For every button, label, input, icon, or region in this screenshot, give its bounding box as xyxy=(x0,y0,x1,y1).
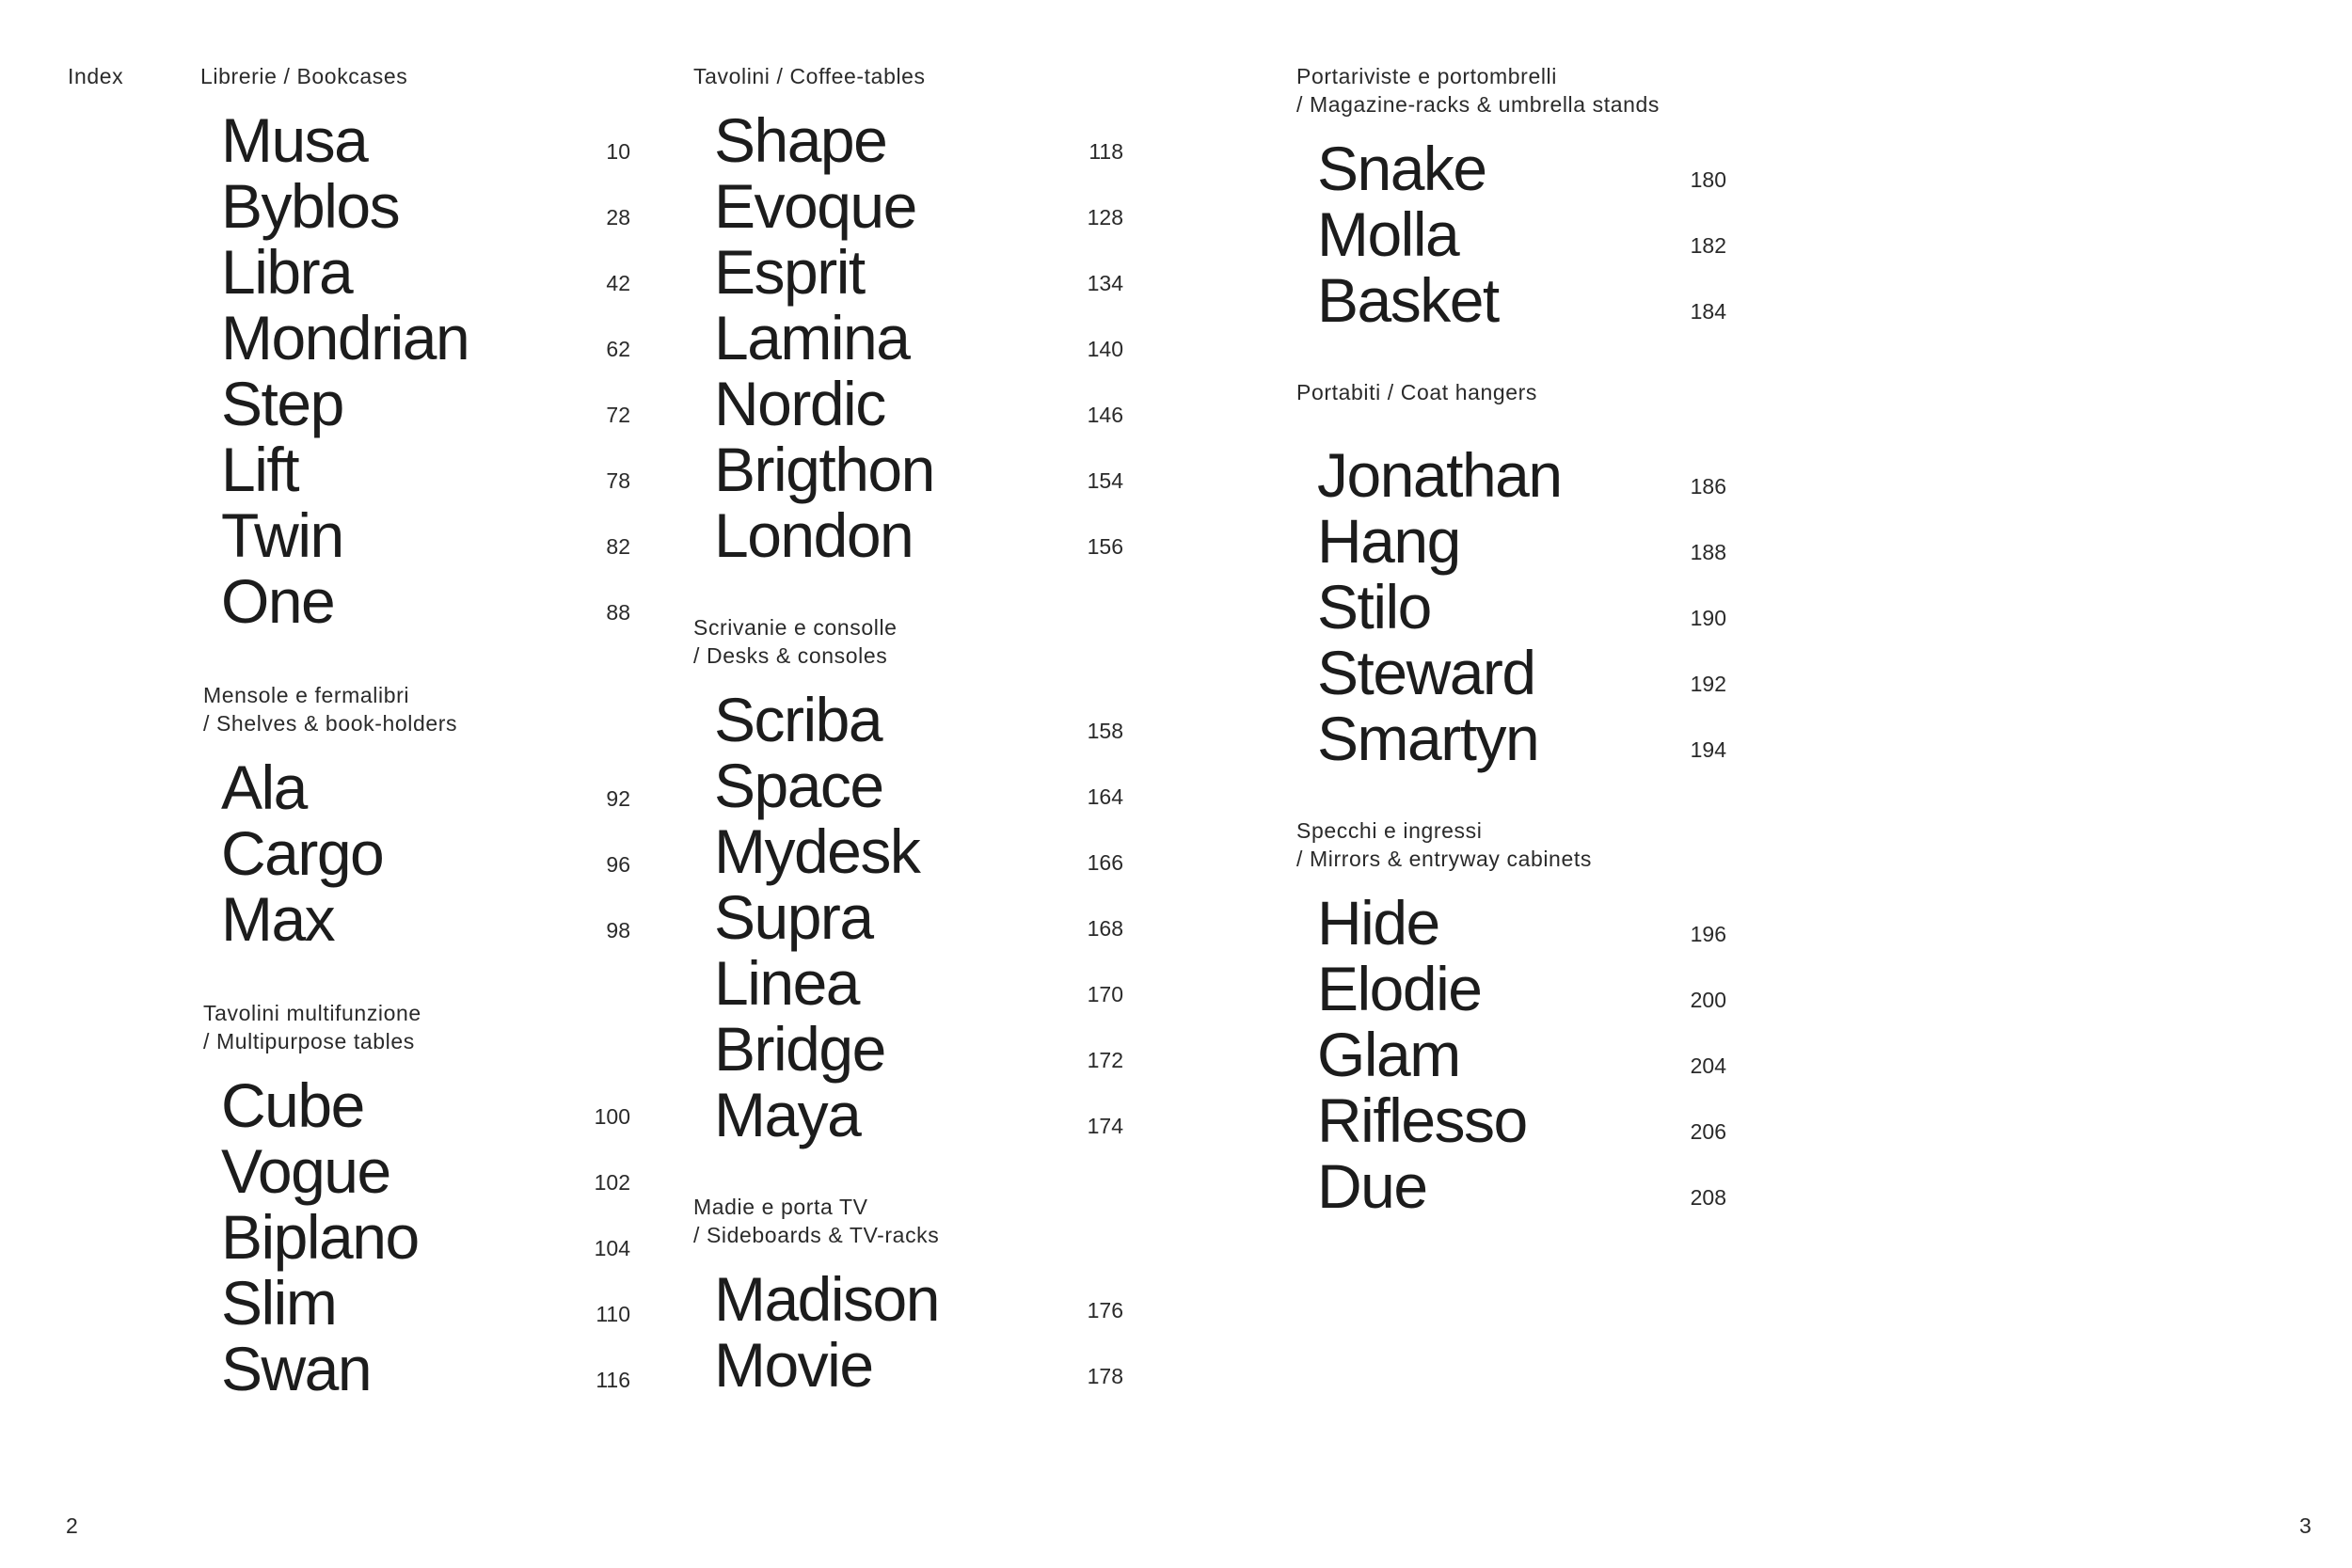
product-name: Step xyxy=(221,369,343,438)
page-ref: 134 xyxy=(1087,271,1123,295)
page-ref: 178 xyxy=(1087,1364,1123,1388)
product-name: Evoque xyxy=(714,171,916,241)
page-ref: 118 xyxy=(1089,139,1123,164)
page-ref: 92 xyxy=(606,786,630,811)
product-name: One xyxy=(221,566,335,636)
index-column-1 xyxy=(200,62,630,1403)
product-name: Musa xyxy=(221,105,368,175)
index-entry[interactable] xyxy=(693,1014,1123,1084)
index-entry[interactable] xyxy=(693,435,1123,504)
section-magazine-racks xyxy=(1296,62,1726,335)
page-ref: 116 xyxy=(596,1368,630,1392)
product-name: Byblos xyxy=(221,171,400,241)
category-title xyxy=(693,62,1123,90)
index-entry[interactable] xyxy=(200,500,630,570)
category-title xyxy=(693,613,1123,670)
category-title-line: / Magazine-racks & umbrella stands xyxy=(1296,92,1660,117)
index-entry[interactable] xyxy=(1296,440,1726,510)
index-entry[interactable] xyxy=(693,303,1123,372)
category-title-line: / Desks & consoles xyxy=(693,643,888,668)
index-entry[interactable] xyxy=(200,369,630,438)
index-entry[interactable] xyxy=(693,171,1123,241)
category-title-line: / Multipurpose tables xyxy=(203,1029,415,1053)
index-entry[interactable] xyxy=(1296,704,1726,773)
index-column-3 xyxy=(1296,62,1726,1221)
product-name: Nordic xyxy=(714,369,885,438)
product-name: Maya xyxy=(714,1080,861,1149)
product-name: Steward xyxy=(1317,638,1535,707)
page-ref: 182 xyxy=(1690,233,1726,258)
index-entry[interactable] xyxy=(200,171,630,241)
page-ref: 88 xyxy=(606,600,630,625)
category-title xyxy=(203,681,630,737)
product-name: Shape xyxy=(714,105,887,175)
index-entry[interactable] xyxy=(200,1268,630,1338)
index-entry[interactable] xyxy=(693,816,1123,886)
page-number-left: 2 xyxy=(66,1513,79,1538)
page-ref: 128 xyxy=(1087,205,1123,230)
page-ref: 168 xyxy=(1087,916,1123,941)
page-ref: 72 xyxy=(606,403,630,427)
product-name: Basket xyxy=(1317,265,1499,335)
index-entry[interactable] xyxy=(693,500,1123,570)
index-entry[interactable] xyxy=(693,1080,1123,1149)
category-title-line: Portabiti / Coat hangers xyxy=(1296,380,1538,404)
entry-list xyxy=(200,105,630,636)
product-name: Cargo xyxy=(221,818,384,888)
index-entry[interactable] xyxy=(1296,265,1726,335)
index-entry[interactable] xyxy=(200,884,630,954)
entry-list xyxy=(693,685,1123,1149)
category-title xyxy=(693,1193,1123,1249)
page-ref: 62 xyxy=(606,337,630,361)
page-ref: 190 xyxy=(1690,606,1726,630)
product-name: Jonathan xyxy=(1317,440,1562,510)
section-mirrors xyxy=(1296,816,1726,1221)
index-entry[interactable] xyxy=(200,818,630,888)
category-title-line: Portariviste e portombrelli xyxy=(1296,64,1557,88)
index-entry[interactable] xyxy=(693,1330,1123,1400)
category-title-line: Tavolini multifunzione xyxy=(203,1001,421,1025)
product-name: Swan xyxy=(221,1334,372,1403)
page-ref: 186 xyxy=(1690,474,1726,499)
page-ref: 78 xyxy=(606,468,630,493)
category-title-line: / Mirrors & entryway cabinets xyxy=(1296,847,1592,871)
index-entry[interactable] xyxy=(200,1202,630,1272)
index-entry[interactable] xyxy=(693,1264,1123,1334)
index-entry[interactable] xyxy=(1296,888,1726,958)
index-entry[interactable] xyxy=(200,303,630,372)
product-name: Vogue xyxy=(221,1136,390,1206)
page-ref: 204 xyxy=(1690,1053,1726,1078)
category-title xyxy=(1296,816,1726,873)
index-column-2 xyxy=(693,62,1123,1400)
product-name: Brigthon xyxy=(714,435,934,504)
page-ref: 206 xyxy=(1690,1119,1726,1144)
index-entry[interactable] xyxy=(200,752,630,822)
page-ref: 82 xyxy=(606,534,630,559)
index-entry[interactable] xyxy=(200,435,630,504)
page-ref: 100 xyxy=(594,1104,630,1129)
page-ref: 208 xyxy=(1690,1185,1726,1210)
index-entry[interactable] xyxy=(200,105,630,175)
page-ref: 10 xyxy=(606,139,630,164)
page-ref: 194 xyxy=(1690,737,1726,762)
page-ref: 104 xyxy=(594,1236,630,1260)
page-ref: 196 xyxy=(1690,922,1726,946)
index-entry[interactable] xyxy=(1296,572,1726,641)
page-ref: 176 xyxy=(1087,1298,1123,1323)
category-title-line: Tavolini / Coffee-tables xyxy=(693,64,926,88)
product-name: Stilo xyxy=(1317,572,1431,641)
page-ref: 200 xyxy=(1690,988,1726,1012)
product-name: Movie xyxy=(714,1330,873,1400)
entry-list xyxy=(1296,888,1726,1221)
product-name: Libra xyxy=(221,237,353,307)
category-title xyxy=(1296,62,1726,119)
category-title-line: Scrivanie e consolle xyxy=(693,615,898,640)
category-title xyxy=(203,999,630,1055)
product-name: Twin xyxy=(221,500,343,570)
category-title xyxy=(1296,378,1726,406)
category-title-line: / Shelves & book-holders xyxy=(203,711,458,736)
category-title-line: Librerie / Bookcases xyxy=(200,64,408,88)
page-number-right: 3 xyxy=(2299,1513,2312,1538)
page-ref: 98 xyxy=(606,918,630,942)
page-ref: 158 xyxy=(1087,719,1123,743)
index-heading: Index xyxy=(68,64,124,88)
index-entry[interactable] xyxy=(200,566,630,636)
category-title-line: Specchi e ingressi xyxy=(1296,818,1483,843)
index-entry[interactable] xyxy=(1296,1085,1726,1155)
page-ref: 188 xyxy=(1690,540,1726,564)
index-entry[interactable] xyxy=(1296,1020,1726,1089)
index-entry[interactable] xyxy=(200,1070,630,1140)
product-name: Hang xyxy=(1317,506,1460,576)
product-name: Lamina xyxy=(714,303,910,372)
product-name: Slim xyxy=(221,1268,337,1338)
product-name: Ala xyxy=(221,752,307,822)
product-name: Snake xyxy=(1317,134,1486,203)
entry-list xyxy=(200,752,630,954)
index-entry[interactable] xyxy=(200,1136,630,1206)
category-title xyxy=(200,62,630,90)
page-ref: 28 xyxy=(606,205,630,230)
index-entry[interactable] xyxy=(1296,134,1726,203)
page-ref: 184 xyxy=(1690,299,1726,324)
page-ref: 154 xyxy=(1087,468,1123,493)
index-entry[interactable] xyxy=(693,237,1123,307)
index-entry[interactable] xyxy=(200,237,630,307)
page-ref: 174 xyxy=(1087,1114,1123,1138)
index-entry[interactable] xyxy=(693,369,1123,438)
product-name: Mondrian xyxy=(221,303,469,372)
page-ref: 146 xyxy=(1087,403,1123,427)
product-name: Lift xyxy=(221,435,299,504)
section-desks xyxy=(693,613,1123,1149)
product-name: Riflesso xyxy=(1317,1085,1527,1155)
entry-list xyxy=(1296,134,1726,335)
category-title-line: Mensole e fermalibri xyxy=(203,683,410,707)
page-ref: 42 xyxy=(606,271,630,295)
page-ref: 172 xyxy=(1087,1048,1123,1072)
page-ref: 156 xyxy=(1087,534,1123,559)
section-shelves xyxy=(200,681,630,954)
index-entry[interactable] xyxy=(693,105,1123,175)
section-multipurpose-tables xyxy=(200,999,630,1403)
index-entry[interactable] xyxy=(693,948,1123,1018)
product-name: Biplano xyxy=(221,1202,419,1272)
product-name: Mydesk xyxy=(714,816,920,886)
product-name: Smartyn xyxy=(1317,704,1539,773)
product-name: Max xyxy=(221,884,335,954)
product-name: Glam xyxy=(1317,1020,1460,1089)
section-bookcases xyxy=(200,62,630,636)
page-ref: 192 xyxy=(1690,672,1726,696)
index-entry[interactable] xyxy=(1296,506,1726,576)
index-entry[interactable] xyxy=(200,1334,630,1403)
category-title-line: Madie e porta TV xyxy=(693,1195,868,1219)
product-name: Supra xyxy=(714,882,873,952)
product-name: Hide xyxy=(1317,888,1439,958)
product-name: Linea xyxy=(714,948,859,1018)
section-coffee-tables xyxy=(693,62,1123,570)
page-ref: 164 xyxy=(1087,784,1123,809)
index-entry[interactable] xyxy=(1296,638,1726,707)
index-entry[interactable] xyxy=(693,882,1123,952)
page-ref: 110 xyxy=(596,1302,630,1326)
page-ref: 166 xyxy=(1087,850,1123,875)
product-name: Space xyxy=(714,751,883,820)
product-name: Molla xyxy=(1317,199,1459,269)
section-coat-hangers xyxy=(1296,378,1726,773)
entry-list xyxy=(693,105,1123,570)
page-ref: 180 xyxy=(1690,167,1726,192)
product-name: Madison xyxy=(714,1264,939,1334)
entry-list xyxy=(693,1264,1123,1400)
product-name: Cube xyxy=(221,1070,364,1140)
index-entry[interactable] xyxy=(1296,1151,1726,1221)
product-name: Scriba xyxy=(714,685,882,754)
category-title-line: / Sideboards & TV-racks xyxy=(693,1223,940,1247)
index-entry[interactable] xyxy=(1296,199,1726,269)
entry-list xyxy=(200,1070,630,1403)
index-entry[interactable] xyxy=(693,685,1123,754)
page-ref: 96 xyxy=(606,852,630,877)
page-ref: 170 xyxy=(1087,982,1123,1006)
product-name: Bridge xyxy=(714,1014,885,1084)
index-entry[interactable] xyxy=(1296,954,1726,1023)
index-entry[interactable] xyxy=(693,751,1123,820)
product-name: Esprit xyxy=(714,237,865,307)
page-ref: 102 xyxy=(594,1170,630,1195)
product-name: Elodie xyxy=(1317,954,1482,1023)
section-sideboards xyxy=(693,1193,1123,1400)
page-ref: 140 xyxy=(1087,337,1123,361)
product-name: London xyxy=(714,500,914,570)
entry-list xyxy=(1296,440,1726,773)
product-name: Due xyxy=(1317,1151,1427,1221)
